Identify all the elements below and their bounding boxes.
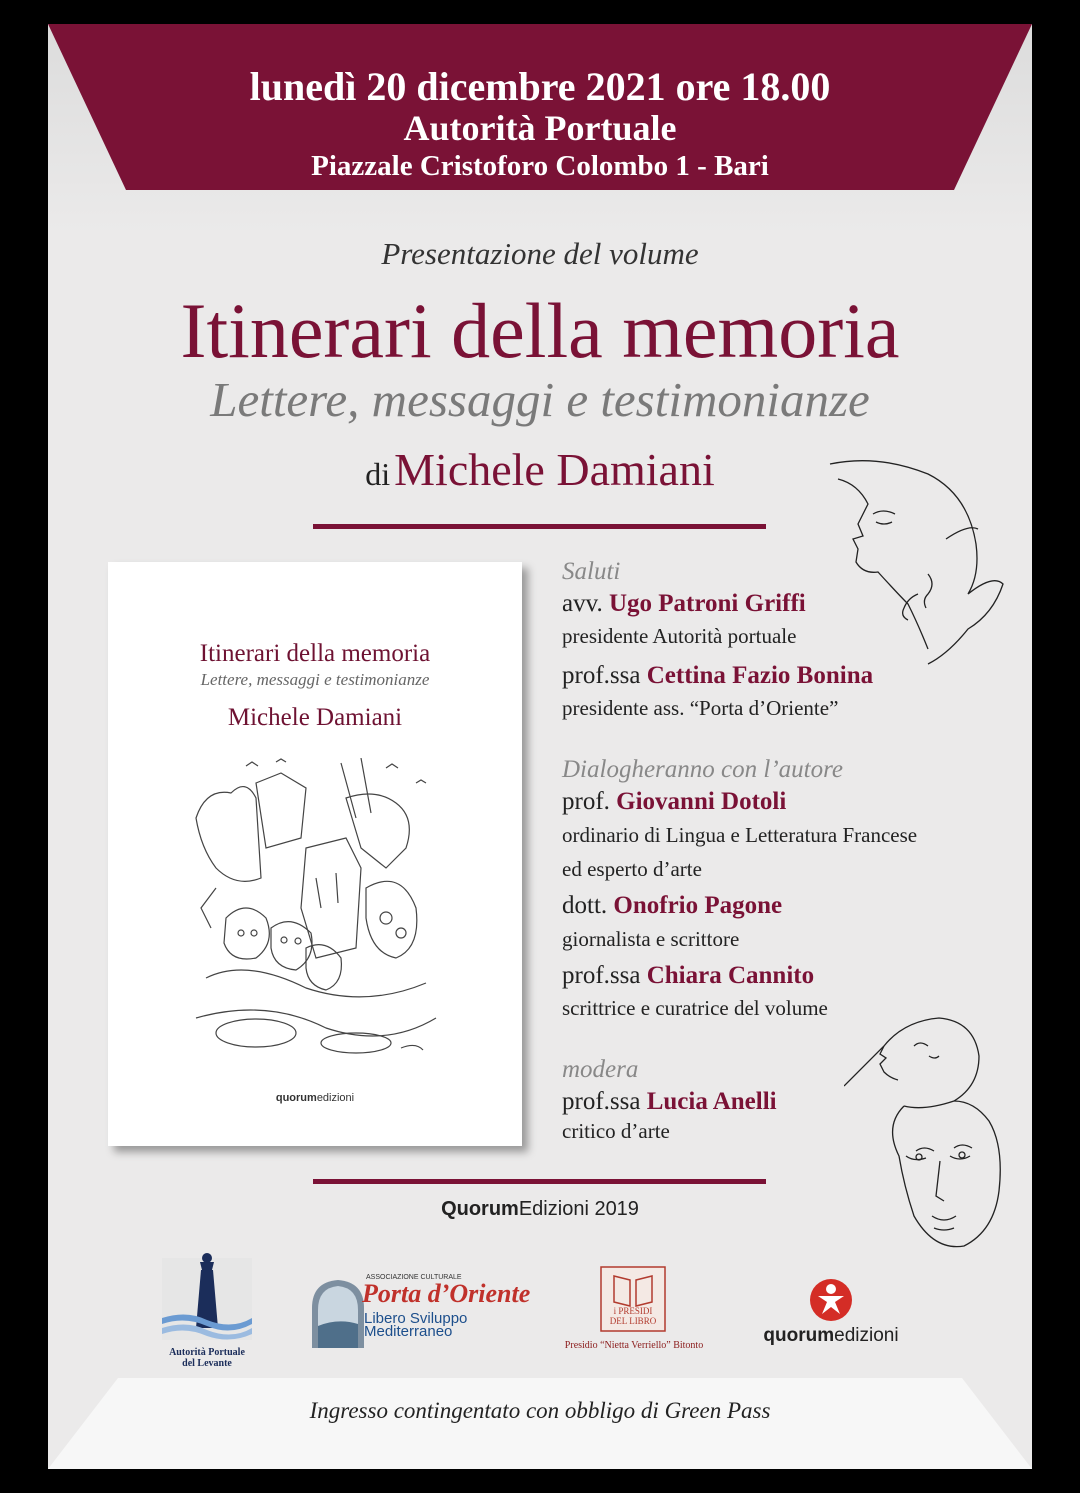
- cover-author: Michele Damiani: [227, 704, 403, 731]
- logo-quorum: [756, 1278, 906, 1354]
- author-prefix: di: [365, 456, 391, 492]
- speaker-prefix: prof.ssa: [562, 1088, 641, 1115]
- speaker-name: [562, 960, 1002, 992]
- speaker-name-bold: Ugo Patroni Griffi: [608, 590, 806, 617]
- cover-publisher-rest: edizioni: [316, 1092, 355, 1104]
- book-cover: [108, 562, 522, 1146]
- logo-porta-oriente: [308, 1274, 531, 1364]
- porta-name: Porta d’Oriente: [362, 1279, 531, 1308]
- author-name: Michele Damiani: [394, 444, 715, 495]
- book-subtitle-heading: Lettere, messaggi e testimonianze: [210, 372, 870, 427]
- saluti-label: Saluti: [562, 558, 621, 585]
- arch-icon: [308, 1278, 368, 1348]
- port-logo-line2: del Levante: [182, 1358, 232, 1369]
- speaker-name-bold: Cettina Fazio Bonina: [646, 662, 874, 689]
- porta-tag2: Mediterraneo: [364, 1323, 453, 1340]
- speaker-role: presidente Autorità portuale: [562, 624, 797, 648]
- publisher-bold: Quorum: [441, 1198, 519, 1220]
- porta-assoc-label: ASSOCIAZIONE CULTURALE: [366, 1274, 462, 1281]
- logo-presidi-libro: [544, 1266, 724, 1356]
- dialog-label: Dialogheranno con l’autore: [562, 756, 843, 783]
- speaker-prefix: prof.: [562, 788, 610, 815]
- event-venue: Autorità Portuale: [403, 108, 677, 148]
- intro-text: Presentazione del volume: [381, 236, 699, 271]
- speaker-name: [562, 786, 1002, 818]
- logo-port-authority: [152, 1248, 262, 1369]
- header-banner: [48, 24, 1032, 190]
- speaker-prefix: dott.: [562, 892, 608, 919]
- porta-tag1: Libero Sviluppo: [364, 1310, 468, 1327]
- divider-bottom: [313, 1179, 766, 1184]
- speaker-role: presidente ass. “Porta d’Oriente”: [562, 696, 839, 720]
- book-title-heading: Itinerari della memoria: [180, 287, 900, 374]
- cover-publisher-bold: quorum: [275, 1092, 317, 1104]
- speaker-prefix: prof.ssa: [562, 662, 641, 689]
- footer-band: [48, 1378, 1032, 1469]
- speaker-role: ordinario di Lingua e Letteratura Francese: [562, 823, 918, 847]
- quorum-wordmark: [756, 1325, 906, 1347]
- speaker-name: [562, 890, 1002, 922]
- quorum-bold: quorum: [763, 1325, 835, 1346]
- face-sketch-top: [818, 454, 1008, 684]
- cover-publisher: [108, 1092, 522, 1104]
- event-address: Piazzale Cristoforo Colombo 1 - Bari: [311, 150, 769, 182]
- speaker-role: critico d’arte: [562, 1119, 670, 1143]
- presidi-caption: Presidio “Nietta Verriello” Bitonto: [564, 1340, 704, 1351]
- publisher-rest: Edizioni 2019: [518, 1198, 639, 1220]
- presidi-label: [600, 1306, 666, 1326]
- speaker-role: scrittrice e curatrice del volume: [562, 996, 828, 1020]
- modera-label: modera: [562, 1056, 639, 1083]
- speaker-name-bold: Onofrio Pagone: [613, 892, 783, 919]
- lighthouse-icon: [152, 1248, 262, 1340]
- cover-title: Itinerari della memoria: [199, 640, 431, 667]
- cover-subtitle: Lettere, messaggi e testimonianze: [200, 670, 430, 689]
- event-date: lunedì 20 dicembre 2021 ore 18.00: [249, 64, 831, 109]
- presidi-line2: DEL LIBRO: [609, 1316, 657, 1326]
- speaker-role: giornalista e scrittore: [562, 927, 740, 951]
- speaker-prefix: avv.: [562, 590, 603, 617]
- publisher-credit: [48, 1198, 1032, 1221]
- quorum-figure-icon: [809, 1278, 853, 1322]
- speaker-prefix: prof.ssa: [562, 962, 641, 989]
- footer-note: Ingresso contingentato con obbligo di Green Pass: [309, 1398, 771, 1423]
- speaker-role-cont: ed esperto d’arte: [562, 857, 702, 881]
- port-logo-line1: Autorità Portuale: [169, 1347, 245, 1358]
- divider-top: [313, 524, 766, 529]
- speaker-name-bold: Chiara Cannito: [646, 962, 815, 989]
- poster: [48, 24, 1032, 1469]
- speaker-name-bold: Lucia Anelli: [646, 1088, 777, 1115]
- speaker-name-bold: Giovanni Dotoli: [616, 788, 787, 815]
- quorum-rest: edizioni: [834, 1325, 899, 1346]
- porta-tagline: [364, 1312, 467, 1338]
- presidi-line1: i PRESIDI: [613, 1306, 653, 1316]
- cover-illustration: [186, 758, 446, 1068]
